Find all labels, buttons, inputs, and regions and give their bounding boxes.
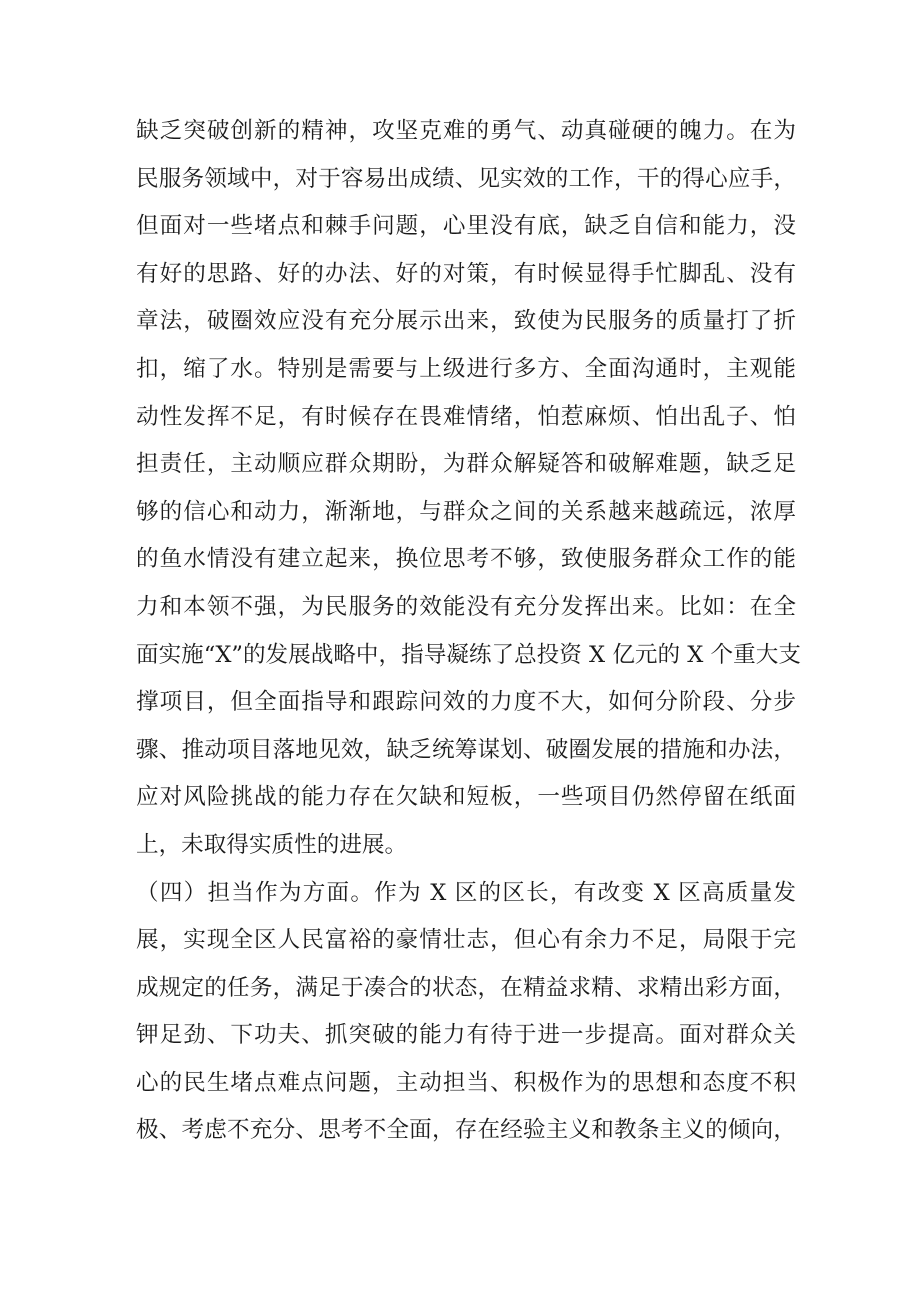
text-line: 极、考虑不充分、思考不全面，存在经验主义和教条主义的倾向， bbox=[136, 1117, 796, 1144]
text-line: 面实施“X”的发展战略中，指导凝练了总投资 X 亿元的 X 个重大支 bbox=[136, 641, 801, 668]
text-line-section-heading: （四）担当作为方面。作为 X 区的区长，有改变 X 区高质量发 bbox=[136, 879, 796, 906]
text-line: 够的信心和动力，渐渐地，与群众之间的关系越来越疏远，浓厚 bbox=[136, 498, 796, 525]
text-line: 应对风险挑战的能力存在欠缺和短板，一些项目仍然停留在纸面 bbox=[136, 784, 796, 811]
text-line: 缺乏突破创新的精神，攻坚克难的勇气、动真碰硬的魄力。在为 bbox=[136, 118, 796, 144]
text-line: 扣，缩了水。特别是需要与上级进行多方、全面沟通时，主观能 bbox=[136, 355, 796, 382]
text-line: 力和本领不强，为民服务的效能没有充分发挥出来。比如：在全 bbox=[136, 593, 796, 620]
text-line: 钾足劲、下功夫、抓突破的能力有待于进一步提高。面对群众关 bbox=[136, 1022, 796, 1049]
text-line: 的鱼水情没有建立起来，换位思考不够，致使服务群众工作的能 bbox=[136, 546, 796, 573]
text-line: 成规定的任务，满足于凑合的状态，在精益求精、求精出彩方面， bbox=[136, 974, 796, 1001]
text-line: 心的民生堵点难点问题，主动担当、积极作为的思想和态度不积 bbox=[136, 1069, 796, 1096]
text-line: 动性发挥不足，有时候存在畏难情绪，怕惹麻烦、怕出乱子、怕 bbox=[136, 403, 796, 430]
text-line: 但面对一些堵点和棘手问题，心里没有底，缺乏自信和能力，没 bbox=[136, 213, 796, 240]
text-line: 有好的思路、好的办法、好的对策，有时候显得手忙脚乱、没有 bbox=[136, 260, 796, 287]
text-line: 展，实现全区人民富裕的豪情壮志，但心有余力不足，局限于完 bbox=[136, 927, 796, 954]
text-line: 撑项目，但全面指导和跟踪问效的力度不大，如何分阶段、分步 bbox=[136, 689, 796, 716]
text-line: 骤、推动项目落地见效，缺乏统筹谋划、破圈发展的措施和办法， bbox=[136, 736, 796, 763]
text-line: 担责任，主动顺应群众期盼，为群众解疑答和破解难题，缺乏足 bbox=[136, 451, 796, 478]
body-text bbox=[136, 108, 801, 1155]
text-line: 民服务领域中，对于容易出成绩、见实效的工作，干的得心应手， bbox=[136, 165, 796, 192]
text-line: 章法，破圈效应没有充分展示出来，致使为民服务的质量打了折 bbox=[136, 308, 796, 335]
text-line-paragraph-end: 上，未取得实质性的进展。 bbox=[136, 831, 408, 858]
